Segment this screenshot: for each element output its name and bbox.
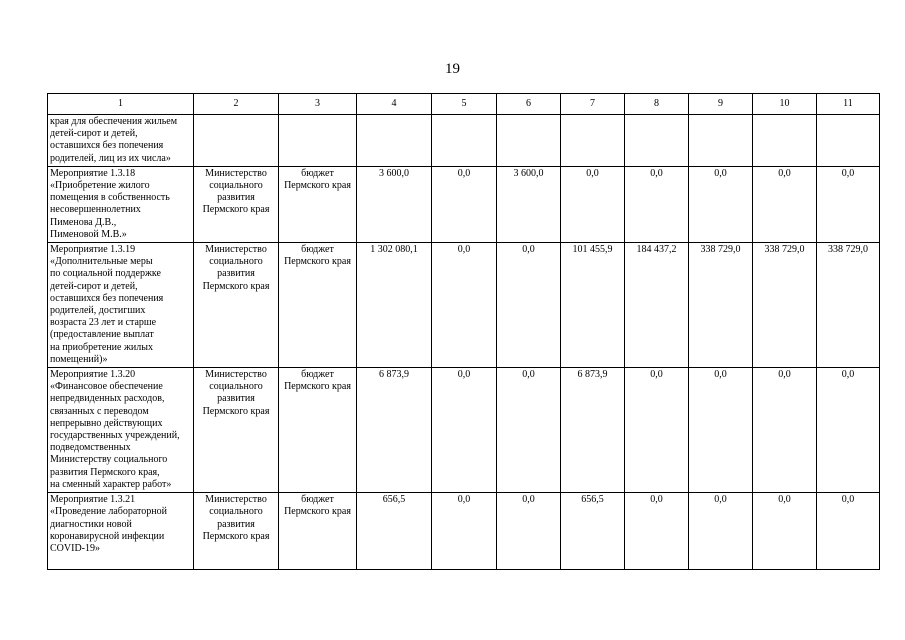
amount-cell: 0,0	[753, 493, 817, 570]
amount-cell: 338 729,0	[753, 243, 817, 368]
activity-name-cell-line: диагностики новой	[50, 518, 132, 530]
executor-cell	[194, 166, 279, 242]
amount-cell: 0,0	[561, 166, 625, 242]
table-row	[48, 368, 880, 493]
amount-cell	[689, 115, 753, 167]
amount-cell: 0,0	[432, 166, 497, 242]
funding-source-cell-line: бюджет	[301, 244, 334, 256]
executor-cell-line: Министерство	[205, 369, 267, 381]
amount-cell: 0,0	[753, 368, 817, 493]
activity-name-cell-line: «Финансовое обеспечение	[50, 381, 163, 393]
amount-cell	[561, 115, 625, 167]
amount-cell: 0,0	[497, 243, 561, 368]
activity-name-cell-line: государственных учреждений,	[50, 430, 180, 442]
activity-name-cell-line: коронавирусной инфекции	[50, 530, 165, 542]
amount-cell: 3 600,0	[357, 166, 432, 242]
activity-name-cell-line: Мероприятие 1.3.21	[50, 494, 136, 506]
activity-name-cell-line: непредвиденных расходов,	[50, 393, 165, 405]
amount-cell: 656,5	[561, 493, 625, 570]
column-header: 10	[753, 94, 817, 115]
activity-name-cell-line: детей-сирот и детей,	[50, 280, 138, 292]
funding-source-cell	[279, 368, 357, 493]
funding-source-cell	[279, 243, 357, 368]
activity-name-cell-line: возраста 23 лет и старше	[50, 317, 157, 329]
executor-cell-line: социального	[209, 256, 263, 268]
amount-cell	[497, 115, 561, 167]
program-activities-table	[47, 93, 880, 570]
activity-name-cell-line: помещений)»	[50, 353, 108, 365]
funding-source-cell-line: бюджет	[301, 167, 334, 179]
activity-name-cell	[48, 243, 194, 368]
funding-source-cell-line: Пермского края	[284, 381, 351, 393]
activity-name-cell-line: (предоставление выплат	[50, 329, 154, 341]
amount-cell	[753, 115, 817, 167]
activity-name-cell-line: на приобретение жилых	[50, 341, 153, 353]
amount-cell: 0,0	[817, 166, 880, 242]
activity-name-cell-line: оставшихся без попечения	[50, 140, 164, 152]
activity-name-cell-line: оставшихся без попечения	[50, 292, 164, 304]
activity-name-cell-line: непрерывно действующих	[50, 417, 163, 429]
activity-name-cell-line: несовершеннолетних	[50, 204, 141, 216]
column-header: 9	[689, 94, 753, 115]
activity-name-cell	[48, 493, 194, 570]
amount-cell: 0,0	[753, 166, 817, 242]
activity-name-cell-line: на сменный характер работ»	[50, 478, 172, 490]
amount-cell: 0,0	[625, 166, 689, 242]
table-row	[48, 115, 880, 167]
activity-name-cell-line: края для обеспечения жильем	[50, 116, 178, 127]
funding-source-cell-line: Пермского края	[284, 506, 351, 518]
amount-cell: 0,0	[432, 243, 497, 368]
header-row	[48, 94, 880, 115]
amount-cell: 338 729,0	[689, 243, 753, 368]
amount-cell: 0,0	[497, 493, 561, 570]
activity-name-cell-line: Пименовой М.В.»	[50, 228, 127, 240]
funding-source-cell	[279, 115, 357, 167]
executor-cell-line: развития	[217, 518, 255, 530]
column-header: 7	[561, 94, 625, 115]
table-row	[48, 166, 880, 242]
amount-cell: 0,0	[625, 368, 689, 493]
page-number: 19	[445, 61, 460, 77]
activity-name-cell-line: «Приобретение жилого	[50, 180, 150, 192]
executor-cell-line: Министерство	[205, 167, 267, 179]
activity-name-cell-line: «Дополнительные меры	[50, 256, 153, 268]
amount-cell: 0,0	[689, 166, 753, 242]
amount-cell: 0,0	[432, 493, 497, 570]
column-header: 4	[357, 94, 432, 115]
executor-cell	[194, 493, 279, 570]
activity-name-cell-line: родителей, лиц из их числа»	[50, 152, 171, 164]
executor-cell-line: Пермского края	[202, 280, 270, 292]
executor-cell-line: социального	[209, 381, 263, 393]
activity-name-cell-line: развития Пермского края,	[50, 466, 160, 478]
executor-cell-line: Пермского края	[202, 204, 270, 216]
executor-cell	[194, 115, 279, 167]
amount-cell: 0,0	[497, 368, 561, 493]
funding-source-cell-line: Пермского края	[284, 180, 351, 192]
amount-cell	[432, 115, 497, 167]
activity-name-cell-line: «Проведение лабораторной	[50, 506, 167, 518]
amount-cell	[817, 115, 880, 167]
amount-cell: 6 873,9	[357, 368, 432, 493]
column-header: 5	[432, 94, 497, 115]
executor-cell-line: Министерство	[205, 494, 267, 506]
amount-cell	[625, 115, 689, 167]
activity-name-cell-line: подведомственных	[50, 442, 131, 454]
executor-cell-line: социального	[209, 180, 263, 192]
amount-cell: 3 600,0	[497, 166, 561, 242]
column-header: 8	[625, 94, 689, 115]
column-header: 1	[48, 94, 194, 115]
amount-cell: 656,5	[357, 493, 432, 570]
column-header: 3	[279, 94, 357, 115]
executor-cell-line: развития	[217, 192, 255, 204]
activity-name-cell-line: Мероприятие 1.3.18	[50, 167, 136, 179]
executor-cell-line: развития	[217, 393, 255, 405]
activity-name-cell-line: по социальной поддержке	[50, 268, 161, 280]
executor-cell-line: Пермского края	[202, 530, 270, 542]
funding-source-cell-line: Пермского края	[284, 256, 351, 268]
activity-name-cell-line: Министерству социального	[50, 454, 168, 466]
table-row	[48, 243, 880, 368]
amount-cell: 0,0	[625, 493, 689, 570]
activity-name-cell-line: Мероприятие 1.3.20	[50, 369, 136, 381]
executor-cell	[194, 243, 279, 368]
table-row	[48, 493, 880, 570]
amount-cell: 101 455,9	[561, 243, 625, 368]
amount-cell: 0,0	[689, 368, 753, 493]
executor-cell-line: Пермского края	[202, 405, 270, 417]
executor-cell-line: социального	[209, 506, 263, 518]
activity-name-cell	[48, 115, 194, 167]
funding-source-cell-line: бюджет	[301, 494, 334, 506]
executor-cell-line: развития	[217, 268, 255, 280]
amount-cell: 0,0	[817, 368, 880, 493]
funding-source-cell	[279, 166, 357, 242]
column-header: 2	[194, 94, 279, 115]
amount-cell: 0,0	[817, 493, 880, 570]
activity-name-cell	[48, 368, 194, 493]
activity-name-cell-line: помещения в собственность	[50, 192, 170, 204]
funding-source-cell	[279, 493, 357, 570]
amount-cell: 0,0	[432, 368, 497, 493]
activity-name-cell	[48, 166, 194, 242]
activity-name-cell-line: связанных с переводом	[50, 405, 149, 417]
column-header: 6	[497, 94, 561, 115]
column-header: 11	[817, 94, 880, 115]
activity-name-cell-line: COVID-19»	[50, 542, 100, 554]
amount-cell: 6 873,9	[561, 368, 625, 493]
amount-cell: 184 437,2	[625, 243, 689, 368]
amount-cell: 0,0	[689, 493, 753, 570]
activity-name-cell-line: Мероприятие 1.3.19	[50, 244, 136, 256]
executor-cell	[194, 368, 279, 493]
amount-cell	[357, 115, 432, 167]
amount-cell: 338 729,0	[817, 243, 880, 368]
amount-cell: 1 302 080,1	[357, 243, 432, 368]
activity-name-cell-line: Пименова Д.В.,	[50, 216, 117, 228]
activity-name-cell-line: родителей, достигших	[50, 305, 146, 317]
activity-name-cell-line: детей-сирот и детей,	[50, 128, 138, 140]
executor-cell-line: Министерство	[205, 244, 267, 256]
funding-source-cell-line: бюджет	[301, 369, 334, 381]
